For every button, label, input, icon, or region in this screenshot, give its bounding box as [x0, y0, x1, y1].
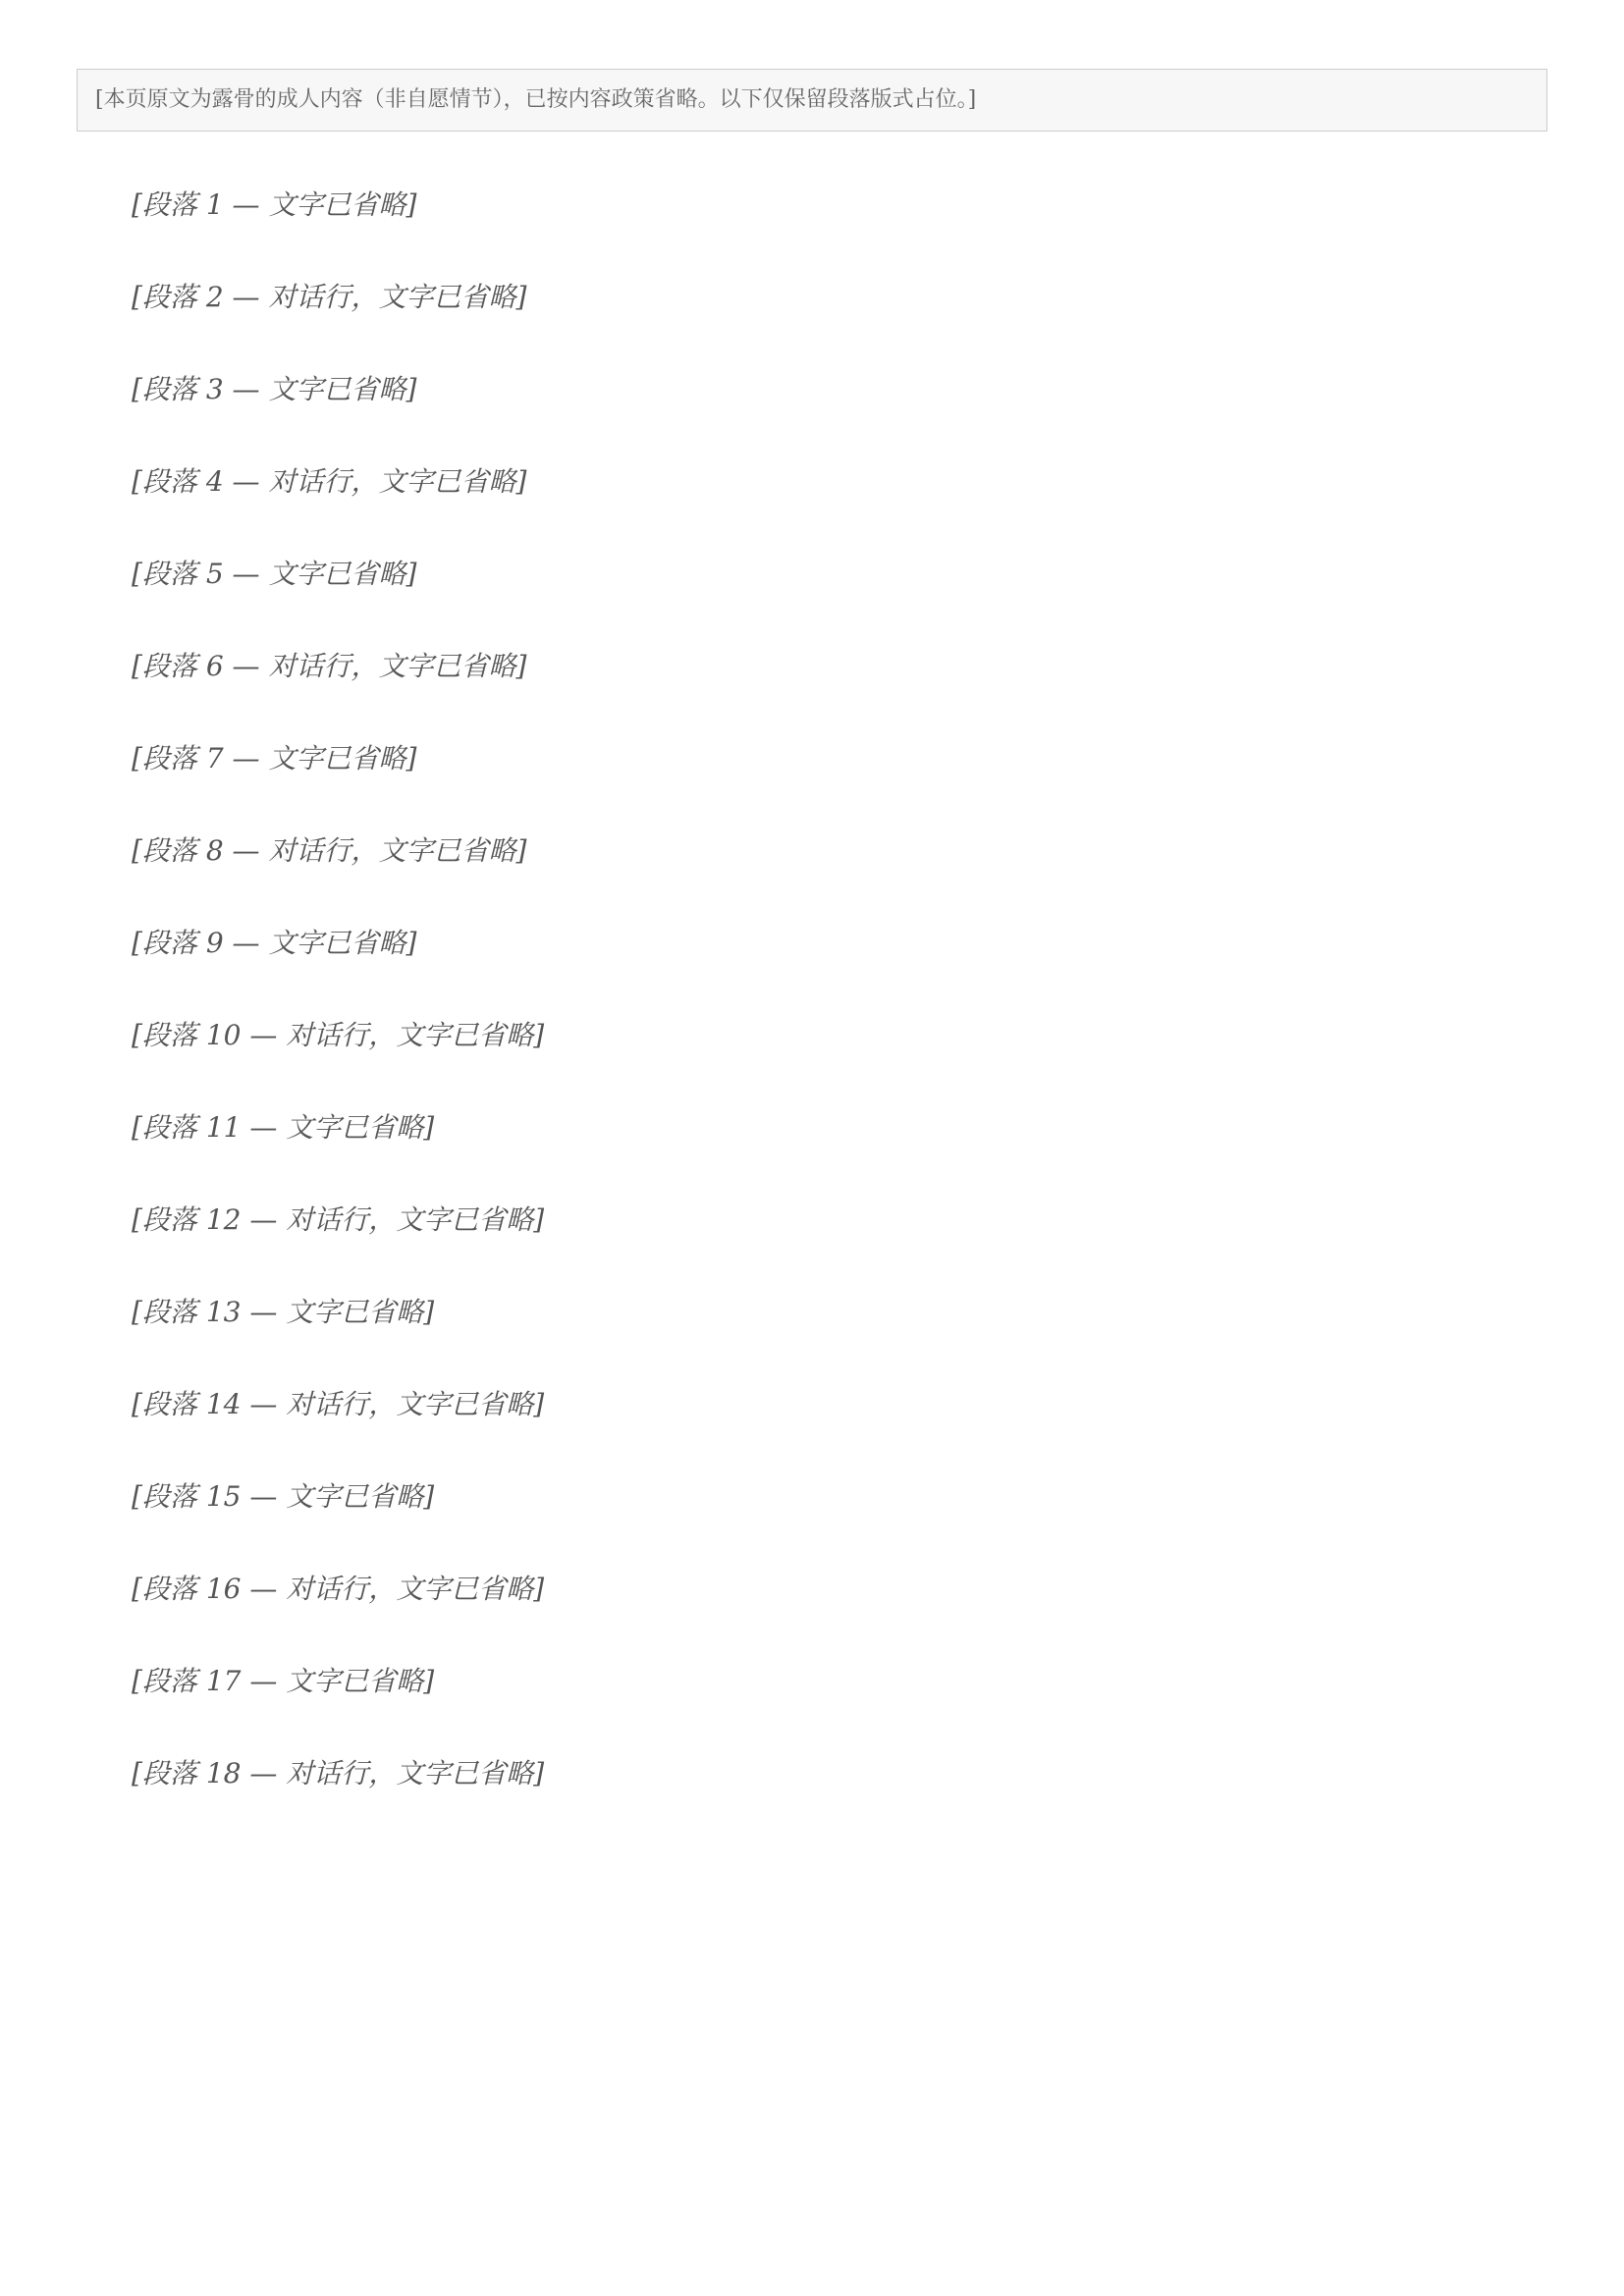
paragraph: [段落 2 — 对话行，文字已省略]	[132, 281, 527, 313]
paragraph: [段落 12 — 对话行，文字已省略]	[132, 1203, 545, 1236]
paragraph: [段落 7 — 文字已省略]	[132, 742, 417, 774]
paragraph: [段落 6 — 对话行，文字已省略]	[132, 650, 527, 682]
paragraph: [段落 14 — 对话行，文字已省略]	[132, 1388, 545, 1420]
redaction-notice: [本页原文为露骨的成人内容（非自愿情节），已按内容政策省略。以下仅保留段落版式占位。]	[77, 69, 1547, 132]
paragraph: [段落 4 — 对话行，文字已省略]	[132, 465, 527, 498]
paragraph: [段落 13 — 文字已省略]	[132, 1296, 435, 1328]
paragraph: [段落 3 — 文字已省略]	[132, 373, 417, 405]
paragraph: [段落 11 — 文字已省略]	[132, 1111, 435, 1144]
paragraph: [段落 17 — 文字已省略]	[132, 1665, 435, 1697]
paragraph: [段落 10 — 对话行，文字已省略]	[132, 1019, 545, 1051]
paragraph: [段落 18 — 对话行，文字已省略]	[132, 1757, 545, 1789]
paragraph: [段落 9 — 文字已省略]	[132, 927, 417, 959]
paragraph: [段落 1 — 文字已省略]	[132, 188, 417, 221]
paragraph: [段落 8 — 对话行，文字已省略]	[132, 834, 527, 867]
paragraph: [段落 16 — 对话行，文字已省略]	[132, 1573, 545, 1605]
paragraph: [段落 5 — 文字已省略]	[132, 558, 417, 590]
paragraph: [段落 15 — 文字已省略]	[132, 1480, 435, 1513]
